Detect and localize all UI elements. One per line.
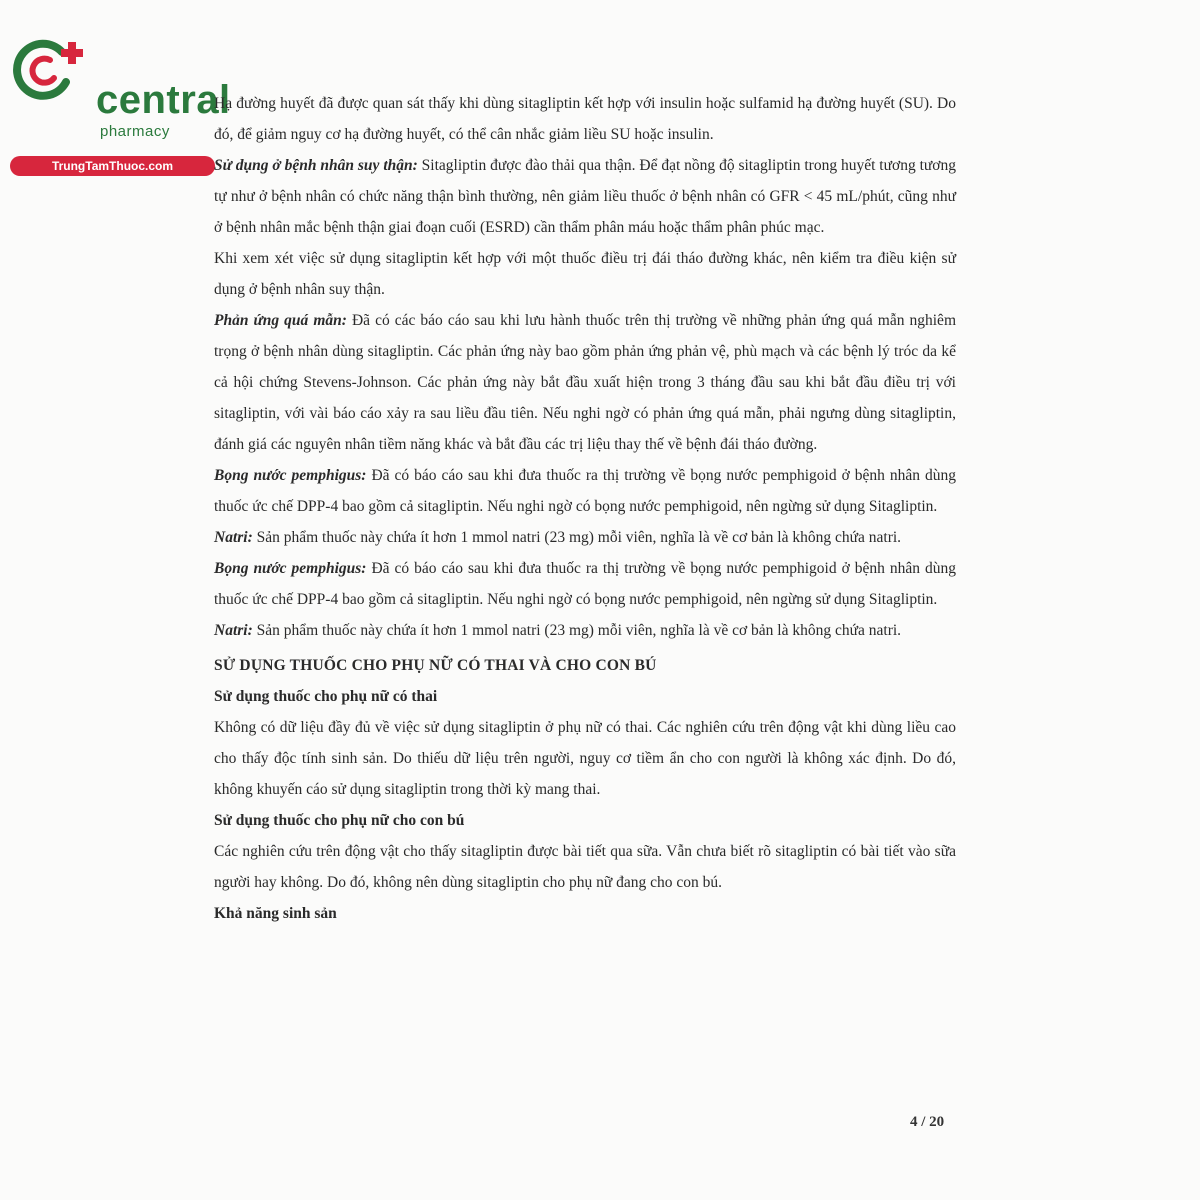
paragraph: [214, 88, 956, 150]
paragraph-label: Bọng nước pemphigus:: [214, 467, 367, 484]
paragraph-pregnancy: Không có dữ liệu đầy đủ về việc sử dụng sitagliptin ở phụ nữ có thai. Các nghiên cứu trên động vật khi dùng liều cao cho thấy độc tính sinh sản. Do thiếu dữ liệu trên người, nguy cơ tiềm ẩn cho con người là không xác định. Do đó, không khuyến cáo sử dụng sitagliptin trong thời kỳ mang thai.: [214, 719, 956, 798]
paragraph-text: Sản phẩm thuốc này chứa ít hơn 1 mmol natri (23 mg) mỗi viên, nghĩa là về cơ bản là không chứa natri.: [252, 529, 902, 546]
subsection-heading-fertility: Khả năng sinh sản: [214, 905, 337, 922]
paragraph-text: Đã có các báo cáo sau khi lưu hành thuốc trên thị trường về những phản ứng quá mẫn nghiêm trọng ở bệnh nhân dùng sitagliptin. Các phản ứng này bao gồm phản ứng phản vệ, phù mạch và các bệnh lý tróc da kể cả hội chứng Stevens-Johnson. Các phản ứng này bắt đầu xuất hiện trong 3 tháng đầu sau khi bắt đầu điều trị với sitagliptin, với vài báo cáo xảy ra sau liều đầu tiên. Nếu nghi ngờ có phản ứng quá mẫn, phải ngưng dùng sitagliptin, đánh giá các nguyên nhân tiềm năng khác và bắt đầu các trị liệu thay thế về bệnh đái tháo đường.: [214, 312, 956, 453]
paragraph-text: Hạ đường huyết đã được quan sát thấy khi dùng sitagliptin kết hợp với insulin hoặc sulfamid hạ đường huyết (SU). Do đó, để giảm nguy cơ hạ đường huyết, có thể cân nhắc giảm liều SU hoặc insulin.: [214, 95, 956, 143]
subsection-heading-pregnancy: Sử dụng thuốc cho phụ nữ có thai: [214, 688, 438, 705]
subsection-heading-breastfeeding: Sử dụng thuốc cho phụ nữ cho con bú: [214, 812, 465, 829]
page-number: 4 / 20: [910, 1114, 945, 1130]
paragraph-label: Bọng nước pemphigus:: [214, 560, 367, 577]
paragraph: [214, 150, 956, 243]
logo-brand-text: central: [96, 78, 231, 122]
paragraph-text: Sitagliptin được đào thải qua thận. Để đạt nồng độ sitagliptin trong huyết tương tương tự như ở bệnh nhân có chức năng thận bình thường, nên giảm liều thuốc ở bệnh nhân có GFR < 45 mL/phút, cũng như ở bệnh nhân mắc bệnh thận giai đoạn cuối (ESRD) cần thẩm phân máu hoặc thẩm phân phúc mạc.: [214, 157, 956, 236]
logo-sub-text: pharmacy: [100, 123, 170, 140]
logo-website-badge: TrungTamThuoc.com: [10, 156, 215, 176]
paragraph: [214, 460, 956, 522]
section-heading: SỬ DỤNG THUỐC CHO PHỤ NỮ CÓ THAI VÀ CHO CON BÚ: [214, 657, 657, 674]
paragraph-text: Đã có báo cáo sau khi đưa thuốc ra thị trường về bọng nước pemphigoid ở bệnh nhân dùng thuốc ức chế DPP-4 bao gồm cả sitagliptin. Nếu nghi ngờ có bọng nước pemphigoid, nên ngừng sử dụng Sitagliptin.: [214, 560, 957, 608]
central-pharmacy-logo: [10, 38, 231, 173]
paragraph-text: Khi xem xét việc sử dụng sitagliptin kết hợp với một thuốc điều trị đái tháo đường khác, nên kiểm tra điều kiện sử dụng ở bệnh nhân suy thận.: [214, 250, 956, 298]
paragraph-label: Phản ứng quá mẫn:: [214, 312, 347, 329]
paragraph: [214, 553, 956, 615]
paragraph-label: Natri:: [214, 529, 253, 546]
paragraph: [214, 243, 956, 305]
paragraph: [214, 615, 956, 646]
paragraph: [214, 522, 956, 553]
paragraph-label: Natri:: [214, 622, 253, 639]
document-body: [214, 88, 956, 929]
paragraph-breastfeeding: Các nghiên cứu trên động vật cho thấy sitagliptin được bài tiết qua sữa. Vẫn chưa biết rõ sitagliptin có bài tiết vào sữa người hay không. Do đó, không nên dùng sitagliptin cho phụ nữ đang cho con bú.: [214, 843, 956, 891]
paragraph-text: Sản phẩm thuốc này chứa ít hơn 1 mmol natri (23 mg) mỗi viên, nghĩa là về cơ bản là không chứa natri.: [252, 622, 902, 639]
paragraph: [214, 305, 956, 460]
central-pharmacy-logo-icon: [10, 38, 92, 100]
paragraph-label: Sử dụng ở bệnh nhân suy thận:: [214, 157, 418, 174]
paragraph-text: Đã có báo cáo sau khi đưa thuốc ra thị trường về bọng nước pemphigoid ở bệnh nhân dùng thuốc ức chế DPP-4 bao gồm cả sitagliptin. Nếu nghi ngờ có bọng nước pemphigoid, nên ngừng sử dụng Sitagliptin.: [214, 467, 957, 515]
